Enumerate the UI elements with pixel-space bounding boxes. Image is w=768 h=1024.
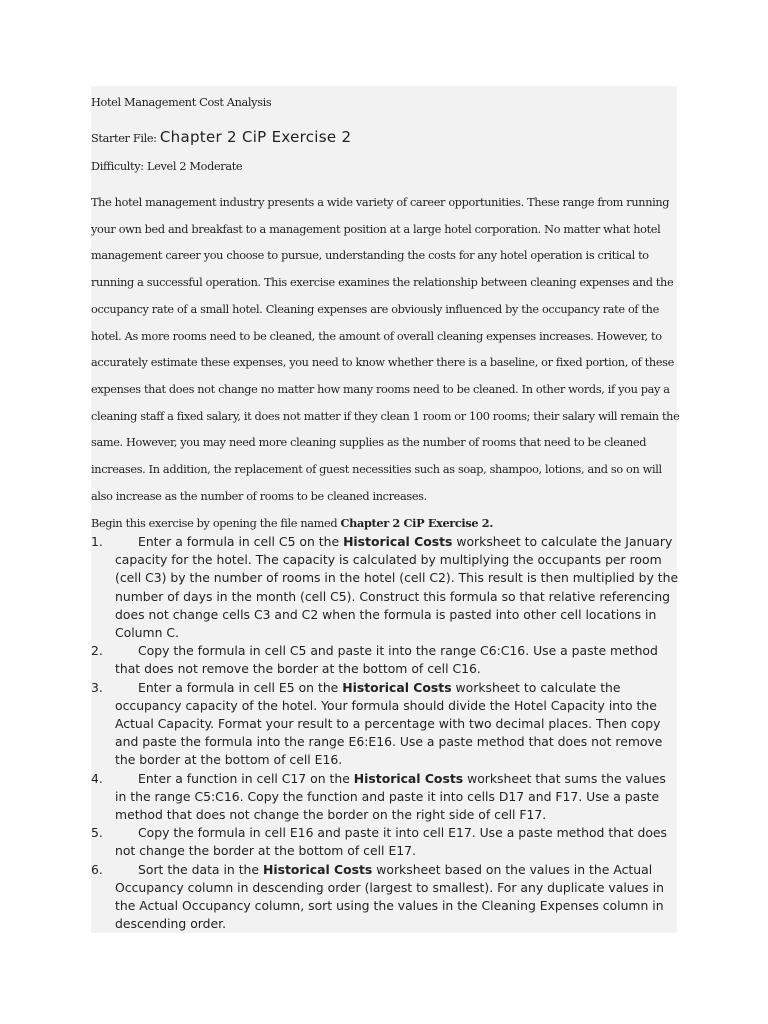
intro-line: your own bed and breakfast to a management position at a large hotel corporation. No matter what hotel — [91, 222, 661, 236]
intro-line: expenses that does not change no matter how many rooms need to be cleaned. In other words, if you pay a — [91, 382, 670, 396]
intro-line: also increase as the number of rooms to be cleaned increases. — [91, 489, 427, 503]
begin-instruction — [91, 516, 493, 530]
steps-list — [91, 533, 681, 933]
step-number: 4. — [91, 770, 103, 786]
begin-text: Begin this exercise by opening the file named — [91, 517, 341, 530]
begin-file-name: Chapter 2 CiP Exercise 2 — [340, 516, 490, 530]
step-text — [115, 770, 681, 825]
step-number: 2. — [91, 643, 103, 659]
step-number: 6. — [91, 861, 103, 877]
step-number: 3. — [91, 679, 103, 695]
intro-line: increases. In addition, the replacement of guest necessities such as soap, shampoo, lotions, and so on will — [91, 463, 662, 477]
step-text-start: Enter a function in cell C17 on the — [138, 770, 354, 786]
worksheet-name: Historical Costs — [343, 534, 453, 549]
difficulty-level: Difficulty: Level 2 Moderate — [91, 160, 243, 173]
step-text-start: Enter a formula in cell E5 on the — [138, 679, 343, 695]
starter-file-line — [91, 128, 351, 146]
intro-line: accurately estimate these expenses, you need to know whether there is a baseline, or fixed portion, of these — [91, 356, 674, 370]
list-item — [91, 770, 681, 825]
step-text — [115, 642, 681, 678]
step-text-start: Sort the data in the — [138, 861, 263, 877]
step-text-end: worksheet based on the values in the Actual Occupancy column in descending order (largest to smallest). For any duplicate values in the Actual Occupancy column, sort using the values in the Cleaning Expenses column in descending order. — [115, 861, 664, 932]
document-page — [91, 86, 680, 933]
intro-paragraph — [91, 190, 681, 510]
list-item — [91, 642, 681, 678]
step-text-end: worksheet to calculate the January capacity for the hotel. The capacity is calculated by multiplying the occupants per room (cell C3) by the number of rooms in the hotel (cell C2). This result is then multiplied by the number of days in the month (cell C5). Construct this formula so that relative referencing does not change cells C3 and C2 when the formula is pasted into other cell locations in Column C. — [115, 534, 679, 641]
step-number: 5. — [91, 825, 103, 841]
step-text — [115, 533, 681, 642]
intro-line: cleaning staff a fixed salary, it does not matter if they clean 1 room or 100 rooms; their salary will remain the — [91, 409, 680, 423]
step-text-start: Copy the formula in cell E16 and paste it into cell E17. Use a paste method that does not change the border at the bottom of cell E17. — [115, 825, 667, 859]
begin-period: . — [489, 516, 493, 530]
intro-line: The hotel management industry presents a wide variety of career opportunities. These range from running — [91, 196, 670, 209]
step-text — [115, 824, 681, 860]
document-title: Hotel Management Cost Analysis — [91, 96, 272, 109]
worksheet-name: Historical Costs — [353, 770, 464, 786]
intro-line: occupancy rate of a small hotel. Cleaning expenses are obviously influenced by the occupancy rate of the — [91, 302, 659, 316]
intro-line: hotel. As more rooms need to be cleaned, the amount of overall cleaning expenses increases. However, to — [91, 329, 662, 343]
list-item — [91, 679, 681, 770]
step-text-end: worksheet to calculate the occupancy capacity of the hotel. Your formula should divide the Hotel Capacity into the Actual Capacity. Format your result to a percentage with two decimal places. Then copy and paste the formula into the range E6:E16. Use a paste method that does not remove the border at the bottom of cell E16. — [115, 679, 663, 768]
list-item — [91, 861, 681, 934]
intro-line: running a successful operation. This exercise examines the relationship between cleaning expenses and the — [91, 276, 674, 290]
step-text-end: worksheet that sums the values in the range C5:C16. Copy the function and paste it into cells D17 and F17. Use a paste method that does not change the border on the right side of cell F17. — [115, 770, 666, 823]
step-number: 1. — [91, 534, 103, 549]
starter-file-name: Chapter 2 CiP Exercise 2 — [159, 128, 352, 146]
intro-line: same. However, you may need more cleaning supplies as the number of rooms that need to be cleaned — [91, 436, 647, 450]
step-text-start: Enter a formula in cell C5 on the — [138, 534, 344, 549]
list-item — [91, 533, 681, 642]
worksheet-name: Historical Costs — [342, 679, 452, 695]
intro-line: management career you choose to pursue, understanding the costs for any hotel operation is critical to — [91, 249, 649, 263]
step-text — [115, 679, 681, 770]
list-item — [91, 824, 681, 860]
step-text — [115, 861, 681, 934]
step-text-start: Copy the formula in cell C5 and paste it into the range C6:C16. Use a paste method that does not remove the border at the bottom of cell C16. — [115, 643, 658, 677]
worksheet-name: Historical Costs — [262, 861, 373, 877]
starter-file-label: Starter File: — [91, 132, 160, 145]
